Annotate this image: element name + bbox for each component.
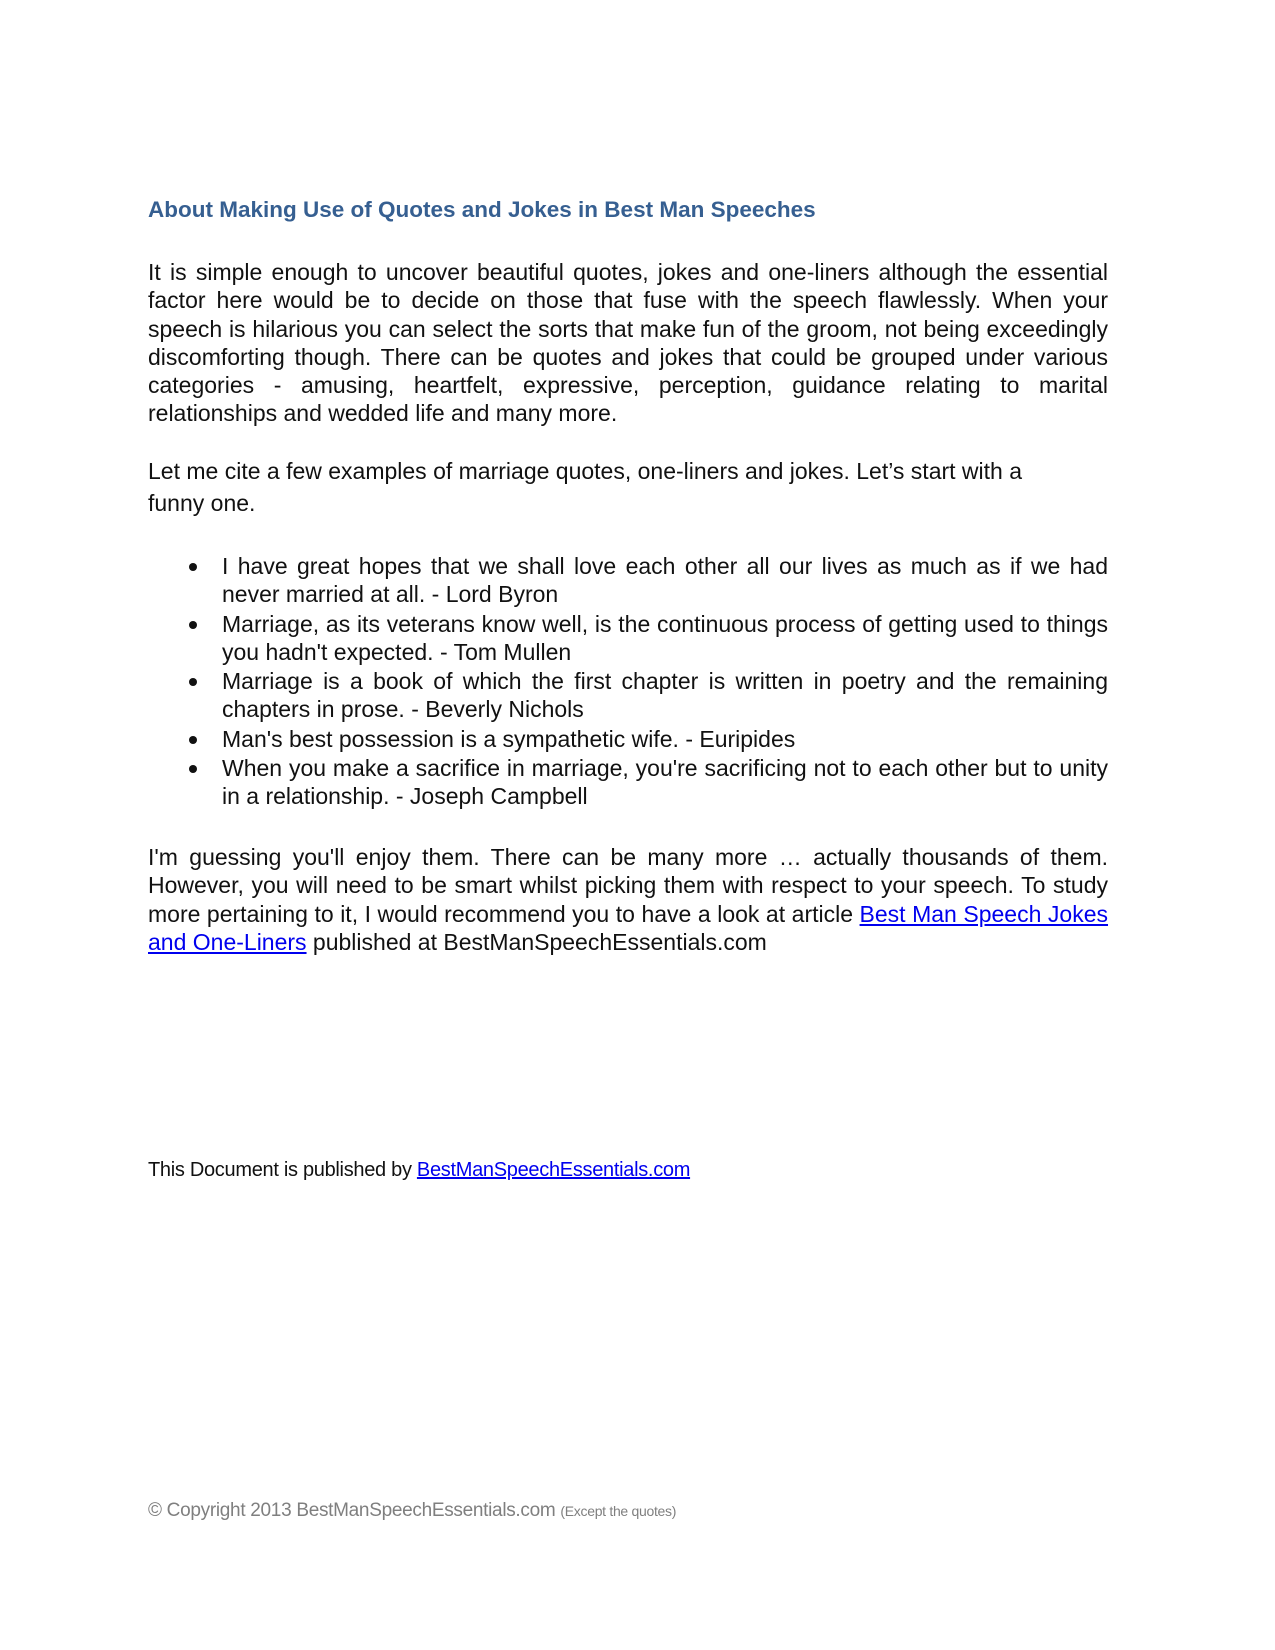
copyright-footer (148, 1500, 676, 1522)
bullet-icon (189, 678, 197, 686)
closing-text: I'm guessing you'll enjoy them. There can be many more … actually thousands of them. However, you will need to be smart whilst picking them with respect to your speech. To study more pertaining to it, I would recommend you to have a look at article (148, 844, 1108, 927)
closing-paragraph (148, 843, 1108, 956)
copyright-text: © Copyright 2013 BestManSpeechEssentials.com (148, 1500, 556, 1521)
quote-text: Man's best possession is a sympathetic wife. - Euripides (222, 725, 796, 752)
quote-text: Marriage is a book of which the first chapter is written in poetry and the remaining chapters in prose. - Beverly Nichols (222, 668, 1108, 723)
closing-text-after-link: published at BestManSpeechEssentials.com (306, 928, 767, 955)
article-link[interactable]: Best Man Speech Jokes and One-Liners (148, 900, 1109, 955)
quote-text: Marriage, as its veterans know well, is the continuous process of getting used to things you hadn't expected. - Tom Mullen (222, 610, 1108, 665)
quotes-list (148, 552, 1108, 812)
bullet-icon (189, 765, 197, 773)
bullet-icon (189, 736, 197, 744)
list-item (148, 610, 1108, 667)
intro-paragraph: It is simple enough to uncover beautiful quotes, jokes and one-liners although the essential factor here would be to decide on those that fuse with the speech flawlessly. When your speech is hilarious you can select the sorts that make fun of the groom, not being exceedingly discomforting though. There can be quotes and jokes that could be grouped under various categories - amusing, heartfelt, expressive, perception, guidance relating to marital relationships and wedded life and many more. (148, 259, 1108, 427)
bullet-icon (189, 563, 197, 571)
published-by-line (148, 1159, 690, 1182)
list-item (148, 725, 1108, 753)
bullet-icon (189, 621, 197, 629)
copyright-note: (Except the quotes) (560, 1503, 677, 1519)
quote-text: I have great hopes that we shall love each other all our lives as much as if we had never married at all. - Lord Byron (222, 553, 1108, 608)
page-title: About Making Use of Quotes and Jokes in Best Man Speeches (148, 197, 816, 222)
examples-intro-line-1: Let me cite a few examples of marriage quotes, one-liners and jokes. Let’s start with a (148, 458, 1023, 484)
quote-text: When you make a sacrifice in marriage, you're sacrificing not to each other but to unity in a relationship. - Joseph Campbell (222, 755, 1108, 810)
publisher-link[interactable]: BestManSpeechEssentials.com (416, 1159, 691, 1181)
list-item (148, 667, 1108, 724)
list-item (148, 552, 1108, 609)
published-by-label: This Document is published by (148, 1159, 417, 1181)
examples-intro-paragraph (148, 457, 1108, 518)
list-item (148, 754, 1108, 811)
examples-intro-line-2: funny one. (148, 490, 256, 517)
